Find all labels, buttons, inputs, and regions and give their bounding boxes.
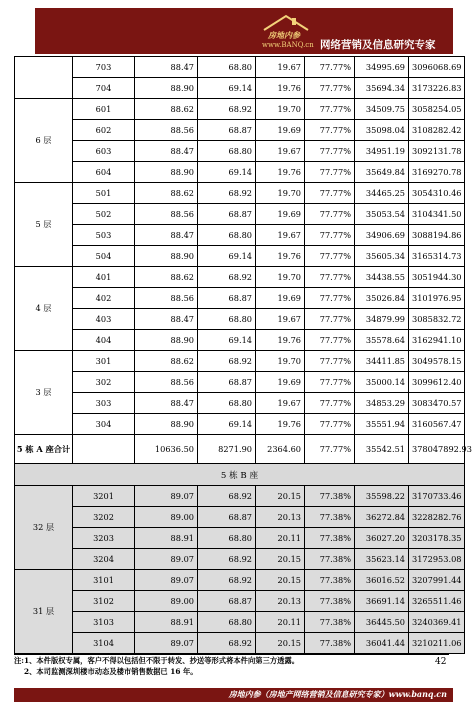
value-cell: 68.87 (198, 591, 256, 612)
unit-cell: 503 (73, 225, 135, 246)
value-cell: 88.56 (135, 204, 198, 225)
value-cell: 77.77% (305, 393, 355, 414)
table-row (15, 393, 465, 414)
value-cell: 3173226.83 (409, 78, 465, 99)
value-cell: 3160567.47 (409, 414, 465, 435)
value-cell: 88.62 (135, 99, 198, 120)
section-title: 5 栋 B 座 (15, 464, 465, 486)
table-row (15, 99, 465, 120)
value-cell: 3058254.05 (409, 99, 465, 120)
summary-label: 5 栋 A 座合计 (15, 435, 73, 464)
value-cell: 3207991.44 (409, 570, 465, 591)
table-row (15, 351, 465, 372)
value-cell: 19.76 (256, 414, 305, 435)
value-cell: 35000.14 (355, 372, 409, 393)
value-cell: 34995.69 (355, 57, 409, 78)
value-cell: 35649.84 (355, 162, 409, 183)
table-row (15, 246, 465, 267)
value-cell: 89.00 (135, 507, 198, 528)
value-cell: 34906.69 (355, 225, 409, 246)
logo-name: 房地内参 (268, 30, 300, 40)
value-cell: 35098.04 (355, 120, 409, 141)
value-cell: 19.76 (256, 78, 305, 99)
value-cell: 35694.34 (355, 78, 409, 99)
unit-cell (73, 435, 135, 464)
footer-band (14, 688, 453, 702)
value-cell: 20.15 (256, 549, 305, 570)
value-cell: 19.76 (256, 246, 305, 267)
table-row (15, 120, 465, 141)
value-cell: 19.70 (256, 99, 305, 120)
notes-block (14, 654, 449, 687)
value-cell: 77.77% (305, 309, 355, 330)
value-cell: 77.77% (305, 162, 355, 183)
value-cell: 35542.51 (355, 435, 409, 464)
value-cell: 19.69 (256, 120, 305, 141)
value-cell: 3099612.40 (409, 372, 465, 393)
value-cell: 68.87 (198, 204, 256, 225)
value-cell: 36445.50 (355, 612, 409, 633)
value-cell: 77.38% (305, 612, 355, 633)
value-cell: 35551.94 (355, 414, 409, 435)
table-row (15, 591, 465, 612)
value-cell: 35598.22 (355, 486, 409, 507)
page-number: 42 (435, 657, 447, 667)
unit-cell: 403 (73, 309, 135, 330)
value-cell: 77.77% (305, 225, 355, 246)
notes-line-2: 2、本司监测深圳楼市动态及楼市销售数据已 16 年。 (24, 667, 198, 676)
value-cell: 19.76 (256, 330, 305, 351)
value-cell: 68.80 (198, 309, 256, 330)
value-cell: 68.87 (198, 372, 256, 393)
value-cell: 88.56 (135, 120, 198, 141)
unit-cell: 3202 (73, 507, 135, 528)
value-cell: 77.38% (305, 549, 355, 570)
unit-cell: 3201 (73, 486, 135, 507)
value-cell: 2364.60 (256, 435, 305, 464)
value-cell: 3054310.46 (409, 183, 465, 204)
value-cell: 68.80 (198, 141, 256, 162)
value-cell: 77.77% (305, 246, 355, 267)
value-cell: 68.92 (198, 183, 256, 204)
value-cell: 77.77% (305, 183, 355, 204)
table-row (15, 204, 465, 225)
value-cell: 69.14 (198, 414, 256, 435)
value-cell: 77.77% (305, 372, 355, 393)
value-cell: 3265511.46 (409, 591, 465, 612)
value-cell: 77.77% (305, 435, 355, 464)
value-cell: 34509.75 (355, 99, 409, 120)
value-cell: 77.38% (305, 486, 355, 507)
value-cell: 88.62 (135, 183, 198, 204)
floor-cell: 32 层 (15, 486, 73, 570)
value-cell: 34465.25 (355, 183, 409, 204)
value-cell: 68.87 (198, 288, 256, 309)
value-cell: 3162941.10 (409, 330, 465, 351)
value-cell: 89.07 (135, 486, 198, 507)
value-cell: 69.14 (198, 330, 256, 351)
unit-cell: 704 (73, 78, 135, 99)
value-cell: 20.11 (256, 612, 305, 633)
value-cell: 36016.52 (355, 570, 409, 591)
value-cell: 34951.19 (355, 141, 409, 162)
value-cell: 19.70 (256, 267, 305, 288)
value-cell: 378047892.93 (409, 435, 465, 464)
unit-cell: 3204 (73, 549, 135, 570)
unit-cell: 302 (73, 372, 135, 393)
value-cell: 19.70 (256, 351, 305, 372)
notes-label: 注: (14, 656, 24, 665)
value-cell: 77.77% (305, 288, 355, 309)
value-cell: 88.56 (135, 372, 198, 393)
value-cell: 68.80 (198, 612, 256, 633)
unit-cell: 501 (73, 183, 135, 204)
value-cell: 68.92 (198, 267, 256, 288)
section-title-row (15, 464, 465, 486)
unit-price-table (14, 56, 472, 654)
value-cell: 88.47 (135, 393, 198, 414)
value-cell: 19.67 (256, 225, 305, 246)
value-cell: 88.90 (135, 330, 198, 351)
unit-cell: 304 (73, 414, 135, 435)
notes-line-1: 1、本件版权专属，客户不得以包括但不限于转发、抄送等形式将本件向第三方透露。 (24, 656, 300, 665)
value-cell: 8271.90 (198, 435, 256, 464)
value-cell: 77.38% (305, 528, 355, 549)
value-cell: 68.92 (198, 633, 256, 654)
value-cell: 88.47 (135, 225, 198, 246)
value-cell: 68.87 (198, 120, 256, 141)
value-cell: 68.80 (198, 393, 256, 414)
value-cell: 35623.14 (355, 549, 409, 570)
value-cell: 77.38% (305, 633, 355, 654)
table-row (15, 612, 465, 633)
value-cell: 69.14 (198, 246, 256, 267)
floor-cell (15, 57, 73, 99)
value-cell: 35578.64 (355, 330, 409, 351)
value-cell: 68.92 (198, 99, 256, 120)
value-cell: 20.13 (256, 591, 305, 612)
table-row (15, 267, 465, 288)
value-cell: 20.15 (256, 486, 305, 507)
unit-cell: 703 (73, 57, 135, 78)
value-cell: 19.69 (256, 204, 305, 225)
value-cell: 34411.85 (355, 351, 409, 372)
value-cell: 36691.14 (355, 591, 409, 612)
table-row (15, 78, 465, 99)
value-cell: 20.15 (256, 570, 305, 591)
value-cell: 35605.34 (355, 246, 409, 267)
value-cell: 34879.99 (355, 309, 409, 330)
value-cell: 88.47 (135, 309, 198, 330)
table-row (15, 225, 465, 246)
value-cell: 88.90 (135, 246, 198, 267)
value-cell: 20.15 (256, 633, 305, 654)
value-cell: 3088194.86 (409, 225, 465, 246)
value-cell: 88.47 (135, 57, 198, 78)
table-row (15, 330, 465, 351)
unit-cell: 402 (73, 288, 135, 309)
value-cell: 68.80 (198, 57, 256, 78)
floor-cell: 4 层 (15, 267, 73, 351)
value-cell: 3083470.57 (409, 393, 465, 414)
unit-cell: 303 (73, 393, 135, 414)
table-row (15, 162, 465, 183)
value-cell: 35053.54 (355, 204, 409, 225)
value-cell: 88.62 (135, 351, 198, 372)
value-cell: 36027.20 (355, 528, 409, 549)
table-row (15, 570, 465, 591)
summary-row (15, 435, 465, 464)
value-cell: 77.77% (305, 120, 355, 141)
value-cell: 3049578.15 (409, 351, 465, 372)
value-cell: 3165314.73 (409, 246, 465, 267)
value-cell: 3210211.06 (409, 633, 465, 654)
value-cell: 3085832.72 (409, 309, 465, 330)
value-cell: 19.67 (256, 309, 305, 330)
table-row (15, 288, 465, 309)
unit-cell: 301 (73, 351, 135, 372)
floor-cell: 31 层 (15, 570, 73, 654)
value-cell: 77.38% (305, 591, 355, 612)
value-cell: 3108282.42 (409, 120, 465, 141)
value-cell: 77.77% (305, 57, 355, 78)
value-cell: 3096068.69 (409, 57, 465, 78)
logo-url: www.BANQ.cn (262, 41, 314, 49)
floor-cell: 5 层 (15, 183, 73, 267)
table-row (15, 183, 465, 204)
footer-text: 房地内参（房地产网络营销及信息研究专家）www.banq.cn (228, 689, 447, 699)
unit-cell: 3203 (73, 528, 135, 549)
value-cell: 19.69 (256, 288, 305, 309)
value-cell: 35026.84 (355, 288, 409, 309)
value-cell: 3104341.50 (409, 204, 465, 225)
floor-cell: 3 层 (15, 351, 73, 435)
value-cell: 88.90 (135, 414, 198, 435)
value-cell: 20.11 (256, 528, 305, 549)
unit-cell: 404 (73, 330, 135, 351)
value-cell: 68.92 (198, 486, 256, 507)
header-title: 网络营销及信息研究专家 (320, 39, 436, 51)
unit-cell: 502 (73, 204, 135, 225)
value-cell: 68.92 (198, 570, 256, 591)
value-cell: 88.91 (135, 612, 198, 633)
table-row (15, 507, 465, 528)
table-row (15, 414, 465, 435)
unit-cell: 3104 (73, 633, 135, 654)
unit-cell: 601 (73, 99, 135, 120)
value-cell: 34438.55 (355, 267, 409, 288)
value-cell: 88.90 (135, 162, 198, 183)
table-row (15, 372, 465, 393)
value-cell: 68.92 (198, 351, 256, 372)
unit-cell: 602 (73, 120, 135, 141)
value-cell: 19.69 (256, 372, 305, 393)
unit-cell: 504 (73, 246, 135, 267)
value-cell: 20.13 (256, 507, 305, 528)
value-cell: 89.07 (135, 633, 198, 654)
value-cell: 77.77% (305, 414, 355, 435)
unit-cell: 604 (73, 162, 135, 183)
value-cell: 88.56 (135, 288, 198, 309)
table-row (15, 528, 465, 549)
value-cell: 77.77% (305, 330, 355, 351)
value-cell: 3228282.76 (409, 507, 465, 528)
unit-cell: 401 (73, 267, 135, 288)
value-cell: 3172953.08 (409, 549, 465, 570)
value-cell: 19.67 (256, 141, 305, 162)
value-cell: 77.38% (305, 507, 355, 528)
value-cell: 3203178.35 (409, 528, 465, 549)
table-row (15, 549, 465, 570)
value-cell: 68.80 (198, 528, 256, 549)
value-cell: 89.00 (135, 591, 198, 612)
value-cell: 68.87 (198, 507, 256, 528)
value-cell: 36041.44 (355, 633, 409, 654)
value-cell: 89.07 (135, 549, 198, 570)
value-cell: 19.70 (256, 183, 305, 204)
value-cell: 88.90 (135, 78, 198, 99)
value-cell: 77.77% (305, 141, 355, 162)
value-cell: 69.14 (198, 78, 256, 99)
value-cell: 3092131.78 (409, 141, 465, 162)
value-cell: 3240369.41 (409, 612, 465, 633)
value-cell: 3051944.30 (409, 267, 465, 288)
value-cell: 19.67 (256, 57, 305, 78)
table-row (15, 486, 465, 507)
value-cell: 77.38% (305, 570, 355, 591)
unit-cell: 3101 (73, 570, 135, 591)
value-cell: 77.77% (305, 78, 355, 99)
value-cell: 36272.84 (355, 507, 409, 528)
value-cell: 19.67 (256, 393, 305, 414)
value-cell: 88.47 (135, 141, 198, 162)
value-cell: 3169270.78 (409, 162, 465, 183)
value-cell: 68.80 (198, 225, 256, 246)
value-cell: 77.77% (305, 267, 355, 288)
value-cell: 77.77% (305, 351, 355, 372)
table-row (15, 57, 465, 78)
floor-cell: 6 层 (15, 99, 73, 183)
value-cell: 10636.50 (135, 435, 198, 464)
value-cell: 19.76 (256, 162, 305, 183)
value-cell: 34853.29 (355, 393, 409, 414)
unit-cell: 603 (73, 141, 135, 162)
unit-cell: 3102 (73, 591, 135, 612)
value-cell: 88.91 (135, 528, 198, 549)
value-cell: 68.92 (198, 549, 256, 570)
value-cell: 89.07 (135, 570, 198, 591)
table-row (15, 633, 465, 654)
unit-cell: 3103 (73, 612, 135, 633)
table-row (15, 309, 465, 330)
value-cell: 3101976.95 (409, 288, 465, 309)
value-cell: 77.77% (305, 99, 355, 120)
value-cell: 88.62 (135, 267, 198, 288)
value-cell: 69.14 (198, 162, 256, 183)
value-cell: 77.77% (305, 204, 355, 225)
value-cell: 3170733.46 (409, 486, 465, 507)
table-row (15, 141, 465, 162)
